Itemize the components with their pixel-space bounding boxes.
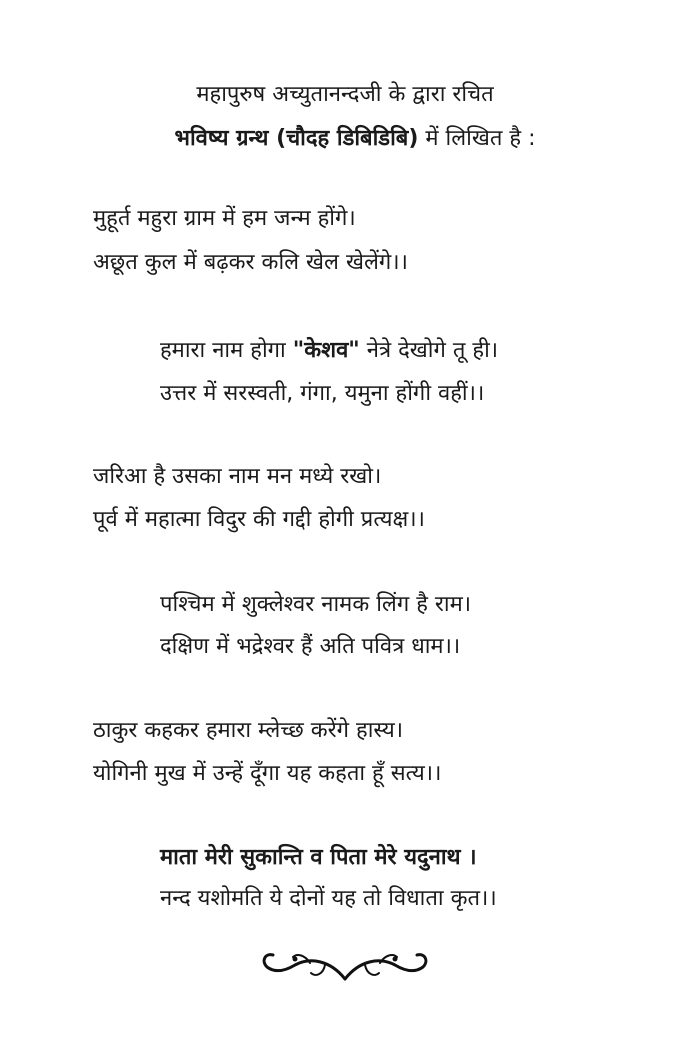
stanza-1-line-1: मुहूर्त महुरा ग्राम में हम जन्म होंगे। [93,206,356,231]
stanza-1-line-2: अछूत कुल में बढ़कर कलि खेल खेलेंगे।। [93,250,408,275]
stanza-6-line-1: माता मेरी सुकान्ति व पिता मेरे यदुनाथ । [160,845,477,870]
ornament-flourish-icon [255,945,435,985]
name-keshav: "केशव" [292,338,360,363]
stanza-2-line-1 [160,336,498,366]
stanza-2-line-2: उत्तर में सरस्वती, गंगा, यमुना होंगी वहीं।। [160,381,485,406]
header-line-2-rest: में लिखित है : [418,126,536,151]
stanza-6-line-2: नन्द यशोमति ये दोनों यह तो विधाता कृत।। [160,886,497,911]
book-title: भविष्य ग्रन्थ (चौदह डिबिडिबि) [174,126,419,151]
stanza-5-line-2: योगिनी मुख में उन्हें दूँगा यह कहता हूँ सत्य।। [93,761,442,786]
header-line-1: महापुरुष अच्युतानन्दजी के द्वारा रचित [196,82,494,107]
stanza-3-line-1: जरिआ है उसका नाम मन मध्ये रखो। [93,464,382,489]
stanza-4-line-2: दक्षिण में भद्रेश्वर हैं अति पवित्र धाम।। [160,634,461,659]
stanza-5-line-1: ठाकुर कहकर हमारा म्लेच्छ करेंगे हास्य। [93,718,404,743]
stanza-3-line-2: पूर्व में महात्मा विदुर की गद्दी होगी प्रत्यक्ष।। [93,507,425,532]
stanza-4-line-1: पश्चिम में शुक्लेश्वर नामक लिंग है राम। [160,592,472,617]
stanza-2-text: हमारा नाम होगा [160,338,293,363]
header-line-2 [10,124,690,154]
stanza-2-text-end: नेत्रे देखोगे तू ही। [359,338,499,363]
